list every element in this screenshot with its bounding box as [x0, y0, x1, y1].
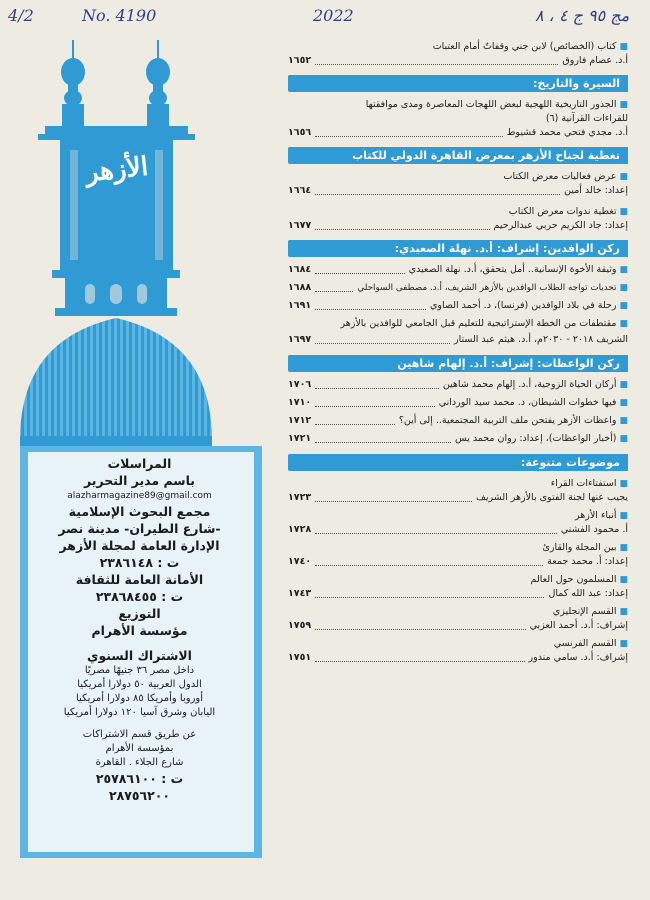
toc-author-row: إشراف: أ.د. سامي مندور ١٧٥١ — [288, 652, 628, 663]
toc-row[interactable]: ■واعظات الأزهر يفتحن ملف التربية المجتمعية.. إلى أين؟ ١٧١٢ — [288, 415, 628, 426]
handwritten-year: 2022 — [313, 6, 354, 25]
magazine-logo: الأزهر — [84, 151, 150, 189]
phone-1: ت : ٢٣٨٦١٤٨ — [99, 555, 180, 570]
toc-author-row: إعداد: خالد أمين ١٦٦٤ — [288, 185, 628, 196]
toc-item[interactable]: ■استفتاءات القراء — [550, 478, 628, 489]
phone-3: ت : ٢٥٧٨٦١٠٠ — [95, 771, 184, 786]
toc-row[interactable]: ■وثيقة الأخوة الإنسانية.. أمل يتحقق، أ.د. نهلة الصعيدي ١٦٨٤ — [288, 264, 628, 275]
phone-2: ت : ٢٣٨٦٨٤٥٥ — [95, 589, 184, 604]
toc-author-row: أ.د. عصام فاروق ١٦٥٢ — [288, 55, 628, 66]
subscription-arab: الدول العربية ٥٠ دولارا أمريكيا — [77, 679, 202, 690]
address-line-3: الإدارة العامة لمجلة الأزهر — [59, 538, 220, 553]
section-header-preachers: ركن الواعظات: إشراف: أ.د. إلهام شاهين — [288, 355, 628, 372]
toc-item[interactable]: ■القسم الفرنسي — [553, 638, 628, 649]
toc-row[interactable]: ■تحديات تواجه الطلاب الوافدين بالأزهر الشريف، أ.د. مصطفى السواحلي ١٦٨٨ — [288, 282, 628, 293]
section-header-foreign-students: ركن الوافدين: إشراف: أ.د. نهلة الصعيدي: — [288, 240, 628, 257]
addressee: باسم مدير التحرير — [84, 473, 195, 488]
toc-author-row: يجيب عنها لجنة الفتوى بالأزهر الشريف ١٧٢٣ — [288, 492, 628, 503]
toc-item[interactable]: ■عرض فعاليات معرض الكتاب — [503, 171, 628, 182]
via-line-3: شارع الجلاء . القاهرة — [95, 757, 184, 768]
via-line-1: عن طريق قسم الاشتراكات — [82, 729, 197, 740]
toc-row[interactable]: ■مقتطفات من الخطة الإستراتيجية للتعليم قبل الجامعي للوافدين بالأزهر — [340, 318, 628, 329]
toc-row[interactable]: ■أركان الحياة الزوجية، أ.د. إلهام محمد شاهين ١٧٠٦ — [288, 379, 628, 390]
toc-item[interactable]: ■تغطية ندوات معرض الكتاب — [508, 206, 628, 217]
toc-author-row: أ.د. مجدي فتحي محمد قشيوط ١٦٥٦ — [288, 127, 628, 138]
handwritten-number: No. 4190 — [82, 6, 157, 25]
toc-row[interactable]: الشريف ٢٠١٨ - ٢٠٣٠م، أ.د. هيثم عبد الستار ١٦٩٧ — [288, 334, 628, 345]
subscription-egypt: داخل مصر ٣٦ جنيهًا مصريًا — [84, 665, 195, 676]
toc-item-continued: للقراءات القرآنية (٦) — [545, 113, 628, 124]
toc-item[interactable]: ■كتاب (الخصائص) لابن جني وقفاتٌ أمام العتبات — [432, 41, 628, 52]
handwritten-ref: مج ٩٥ ج ٤ ، ٨ — [535, 6, 630, 25]
section-header-misc: موضوعات متنوعة: — [288, 454, 628, 471]
address-line-1: مجمع البحوث الإسلامية — [68, 504, 211, 519]
phone-4: ٢٨٧٥٦٢٠٠ — [108, 788, 171, 803]
subscription-europe: أوروبا وأمريكا ٨٥ دولارا أمريكيا — [75, 693, 204, 704]
toc-row[interactable]: ■(أخبار الواعظات)، إعداد: روان محمد يس ١٧٢١ — [288, 433, 628, 444]
via-line-2: بمؤسسة الأهرام — [105, 743, 174, 754]
email: alazharmagazine89@gmail.com — [67, 491, 212, 501]
correspondence-title: المراسلات — [107, 456, 172, 471]
toc-item[interactable]: ■الجذور التاريخية اللهجية لبعض اللهجات المعاصرة ومدى موافقتها — [365, 99, 628, 110]
toc-author-row: إعداد: أ. محمد جمعة ١٧٤٠ — [288, 556, 628, 567]
toc-item[interactable]: ■بين المجلة والقارئ — [542, 542, 628, 553]
handwritten-left: 4/2 — [8, 6, 34, 25]
subscription-title: الاشتراك السنوي — [87, 648, 192, 663]
toc-row[interactable]: ■فيها خطوات الشيطان، د. محمد سيد الورداني ١٧١٠ — [288, 397, 628, 408]
section-header-biography: السيرة والتاريخ: — [288, 75, 628, 92]
section-header-book-fair: تغطية لجناح الأزهر بمعرض القاهرة الدولي للكتاب — [288, 147, 628, 164]
table-of-contents — [288, 36, 628, 669]
distributor: مؤسسة الأهرام — [91, 623, 188, 638]
subscription-asia: اليابان وشرق آسيا ١٢٠ دولارا أمريكيا — [63, 707, 216, 718]
distribution-title: التوزيع — [118, 606, 161, 621]
toc-author-row: إعداد: جاد الكريم حربي عبدالرحيم ١٦٧٧ — [288, 220, 628, 231]
toc-item[interactable]: ■المسلمون حول العالم — [530, 574, 628, 585]
toc-author-row: إعداد: عبد الله كمال ١٧٤٣ — [288, 588, 628, 599]
culture-title: الأمانة العامة للثقافة — [75, 572, 204, 587]
toc-row[interactable]: ■رحلة في بلاد الوافدين (فرنسا)، د. أحمد الصاوي ١٦٩١ — [288, 300, 628, 311]
toc-item[interactable]: ■أنباء الأزهر — [575, 510, 628, 521]
address-line-2: -شارع الطيران- مدينة نصر — [58, 521, 221, 536]
toc-item[interactable]: ■القسم الإنجليزي — [552, 606, 628, 617]
contact-panel — [32, 455, 247, 804]
toc-author-row: إشراف: أ.د. أحمد العزبي ١٧٥٩ — [288, 620, 628, 631]
toc-author-row: أ. محمود الفشني ١٧٢٨ — [288, 524, 628, 535]
